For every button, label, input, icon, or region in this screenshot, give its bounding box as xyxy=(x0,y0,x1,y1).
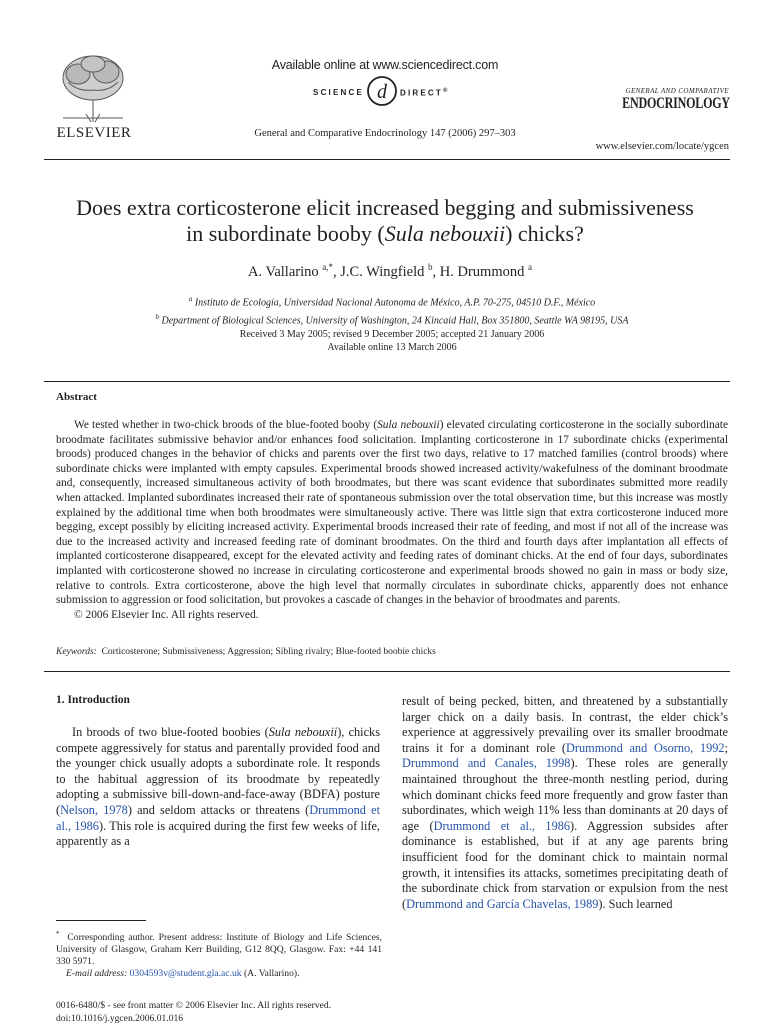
species-name: Sula nebouxii xyxy=(385,221,505,246)
reference-link[interactable]: Drummond et al., 1986 xyxy=(56,803,380,833)
author-affiliation-marker[interactable]: a,* xyxy=(322,262,333,272)
journal-url-link[interactable]: www.elsevier.com/locate/ygcen xyxy=(520,141,729,152)
keywords-list: Corticosterone; Submissiveness; Aggression; Sibling rivalry; Blue-footed boobie chicks xyxy=(102,647,436,657)
author-list: A. Vallarino $^{a,*}$, J.C. Wingfield $^b$, H. Drummond $^a$ xyxy=(100,262,680,281)
sciencedirect-logo xyxy=(282,78,482,112)
journal-name-large: ENDOCRINOLOGY xyxy=(622,95,729,113)
header-divider xyxy=(44,159,730,160)
title-line-2: in subordinate booby (Sula nebouxii) chicks? xyxy=(40,221,730,247)
author-name: H. Drummond xyxy=(440,264,525,280)
abstract-paragraph: We tested whether in two-chick broods of the blue-footed booby (Sula nebouxii) elevated circulating corticosterone in the socially subordinate broodmate facilitates submissive behavior and/or enhances food solicitation. Implanting corticosterone in 17 subordinate chicks (experimental broods) produced changes in the behavior of chicks and parents over the first two days, relative to 17 matched families (control broods) where subordinate chicks were implanted with empty capsules. Experimental broods showed increased activity/wakefulness of the dominant broodmate and, consequently, increased simultaneous activity of both broodmates, but there was scant evidence that subordinates submitted more readily when attacked. Implanted subordinates increased their rate of spontaneous submission over the total observation time, but this increase was mostly explained by the additional time when both broodmates were simultaneously active. There was little sign that extra corticosterone induced more begging, except possibly by eliciting increased activity. Experimental broods increased their rate of feeding, and most if not all of the increase was due to the increased activity and increased feeding rate of dominant broodmates. On the third and fourth days after implantation all effects of implanted corticosterone disappeared, except for the elevated activity and feeding rates of dominant chicks. At the end of four days, subordinates implanted with corticosterone showed no increase in circulating corticosterone and experimental broods showed no gain in mass or body size, relative to controls. Extra corticosterone, above the high level that normally circulates in subordinate chicks, apparently does not enhance submission to aggression or food solicitation, but provokes a cascade of changes in the behavior of broodmates and parents. xyxy=(56,418,728,608)
reference-link[interactable]: Drummond et al., 1986 xyxy=(434,819,570,833)
abstract-body xyxy=(56,418,728,622)
affiliation-b: $^b$ Department of Biological Sciences, University of Washington, 24 Kincaid Hall, Box 351800, Seattle WA 98195, USA xyxy=(80,310,704,328)
journal-name-small: GENERAL AND COMPARATIVE xyxy=(592,87,729,95)
reference-link[interactable]: Nelson, 1978 xyxy=(60,803,128,817)
author-affiliation-marker[interactable]: b xyxy=(428,262,433,272)
available-online-date: Available online 13 March 2006 xyxy=(180,341,604,354)
affiliations xyxy=(80,292,704,329)
sciencedirect-right-text: DIRECT® xyxy=(400,88,490,98)
intro-paragraph: In broods of two blue-footed boobies (Sula nebouxii), chicks compete aggressively for status and parentally provided food and the younger chick usually adopts a subordinate role. It responds to the habitual aggression of its broodmate by repeatedly adopting a submissive bill-down-and-face-away (BDFA) posture (Nelson, 1978) and seldom attacks or threatens (Drummond et al., 1986). This role is acquired during the first few weeks of life, apparently as a xyxy=(56,725,380,850)
abstract-divider xyxy=(44,381,730,382)
reference-link[interactable]: Drummond and Osorno, 1992 xyxy=(566,741,725,755)
abstract-heading: Abstract xyxy=(56,391,97,403)
author-name: A. Vallarino xyxy=(248,264,319,280)
keywords-label: Keywords: xyxy=(56,647,97,657)
article-title xyxy=(40,195,730,247)
intro-paragraph-continued: result of being pecked, bitten, and threatened by a substantially larger chick on a daily basis. In contrast, the elder chick’s experience at aggressively prevailing over its smaller broodmate trains it for a dominant role (Drummond and Osorno, 1992; Drummond and Canales, 1998). These roles are generally maintained throughout the three-month nestling period, during which dominant chicks feed more frequently and grow faster than subordinates, which weigh 11% less than dominants at 20 days of age (Drummond et al., 1986). Aggression subsides after dominance is established, but if at any age parents bring insufficient food for the dominant chick to maintain normal growth, it intensifies its attacks, sometimes precipitating death of the subordinate chick from starvation or expulsion from the nest (Drummond and García Chavelas, 1989). Such learned xyxy=(402,694,728,912)
body-column-left xyxy=(56,725,380,850)
article-history xyxy=(180,328,604,354)
title-line-1: Does extra corticosterone elicit increased begging and submissiveness xyxy=(40,195,730,221)
email-link[interactable]: 0304593v@student.gla.ac.uk xyxy=(130,968,242,979)
at-sign-icon xyxy=(366,74,398,108)
footnote-divider xyxy=(56,920,146,921)
reference-link[interactable]: Drummond and Canales, 1998 xyxy=(402,756,570,770)
copyright-notice: © 2006 Elsevier Inc. All rights reserved. xyxy=(56,608,728,623)
available-online-notice: Available online at www.sciencedirect.com xyxy=(240,58,530,72)
keywords-divider xyxy=(44,671,730,672)
received-dates: Received 3 May 2005; revised 9 December 2005; accepted 21 January 2006 xyxy=(180,328,604,341)
email-label: E-mail address: xyxy=(66,968,127,979)
keywords xyxy=(56,647,728,657)
svg-text:d: d xyxy=(377,81,388,103)
journal-citation: General and Comparative Endocrinology 147 (2006) 297–303 xyxy=(210,128,560,139)
species-name: Sula nebouxii xyxy=(377,419,440,431)
sciencedirect-left-text: SCIENCE xyxy=(282,88,364,97)
section-heading-introduction: 1. Introduction xyxy=(56,694,130,706)
issn-doi xyxy=(56,1000,386,1025)
doi-line[interactable]: doi:10.1016/j.ygcen.2006.01.016 xyxy=(56,1013,386,1025)
body-column-right xyxy=(402,694,728,912)
front-matter-line: 0016-6480/$ - see front matter © 2006 Elsevier Inc. All rights reserved. xyxy=(56,1000,386,1013)
species-name: Sula nebouxii xyxy=(269,725,337,739)
author-name: J.C. Wingfield xyxy=(340,264,424,280)
corresponding-author-footnote: * Corresponding author. Present address: Institute of Biology and Life Sciences, University of Glasgow, Graham Kerr Building, G12 8QQ, Glasgow. Fax: +44 141 330 5971. E-mail address: 0304593v@student.gla.ac.uk (A. Vallarino). xyxy=(56,928,382,980)
footnote-marker: * xyxy=(56,930,60,938)
author-affiliation-marker[interactable]: a xyxy=(528,262,532,272)
reference-link[interactable]: Drummond and García Chavelas, 1989 xyxy=(406,897,598,911)
publisher-name: ELSEVIER xyxy=(44,125,144,142)
affiliation-a: $^a$ Instituto de Ecología, Universidad Nacional Autonoma de México, A.P. 70-275, 04510 D.F., México xyxy=(80,292,704,310)
